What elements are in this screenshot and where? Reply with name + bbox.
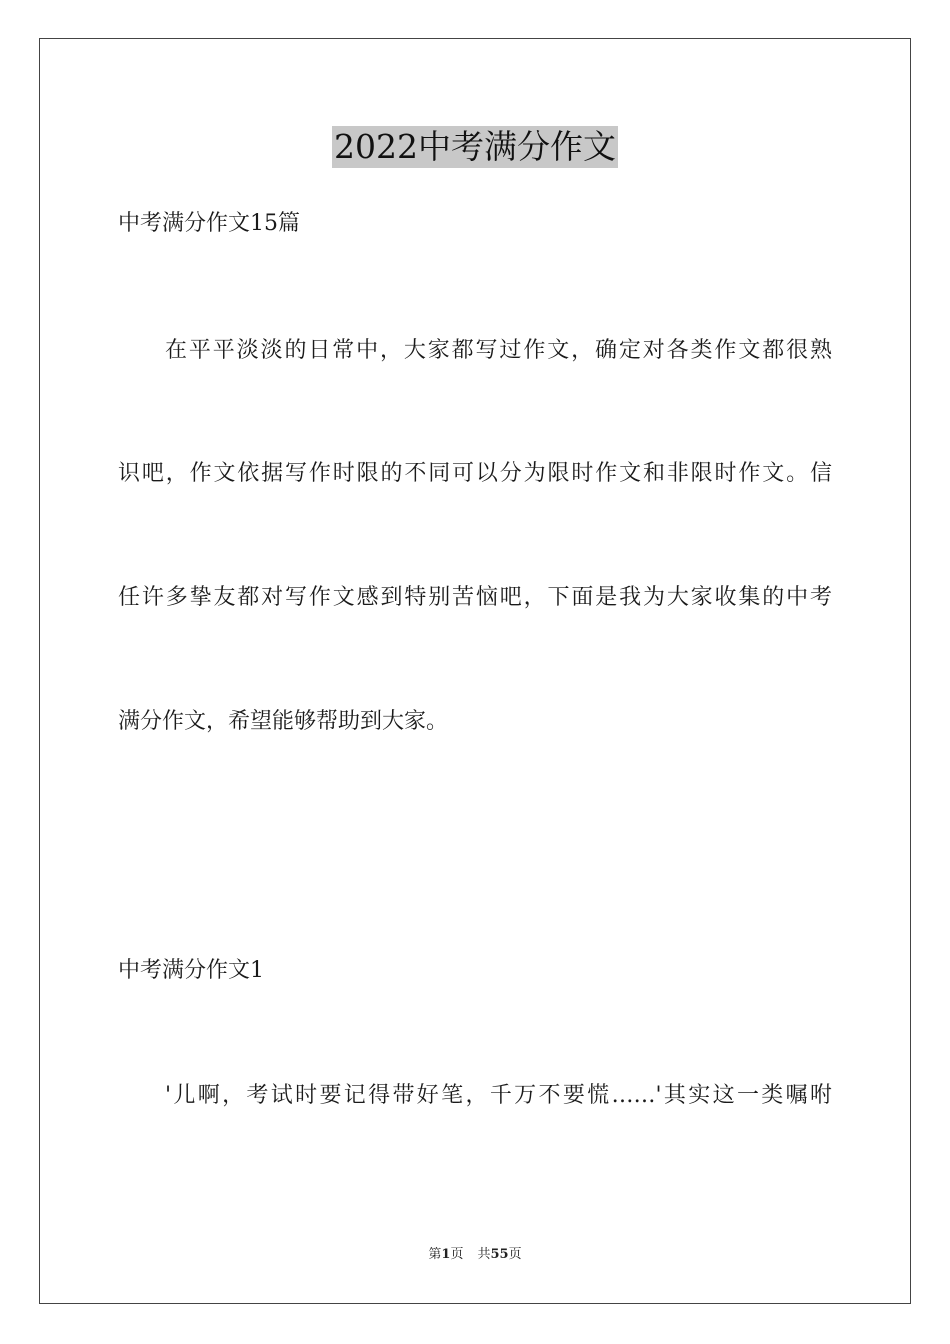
title-container [0,126,950,168]
footer-total-pages: 55 [490,1247,509,1262]
footer-total-prefix: 共 [477,1247,491,1262]
intro-line-1: 在平平淡淡的日常中，大家都写过作文，确定对各类作文都很熟 [165,338,832,363]
document-title: 2022中考满分作文 [334,127,616,166]
section-line-1: '儿啊，考试时要记得带好笔，千万不要慌……'其实这一类嘱咐 [165,1083,832,1108]
section-heading: 中考满分作文1 [118,958,264,983]
intro-line-2: 识吧，作文依据写作时限的不同可以分为限时作文和非限时作文。信 [118,461,832,486]
footer-page-suffix: 页 [450,1247,464,1262]
intro-line-4: 满分作文，希望能够帮助到大家。 [118,709,449,734]
document-subtitle: 中考满分作文15篇 [118,211,300,236]
footer-page-number: 1 [441,1247,451,1262]
page-footer [0,1246,950,1264]
footer-page-prefix: 第 [428,1247,442,1262]
footer-total-suffix: 页 [508,1247,522,1262]
intro-line-3: 任许多挚友都对写作文感到特别苦恼吧，下面是我为大家收集的中考 [118,585,832,610]
